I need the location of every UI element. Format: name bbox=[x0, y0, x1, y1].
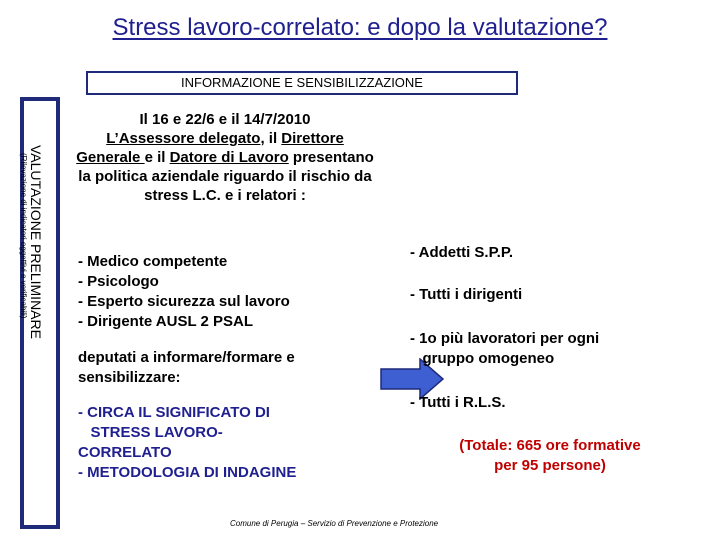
intro-paragraph bbox=[76, 110, 374, 205]
intro-text-3: e il bbox=[144, 149, 170, 166]
topics-list bbox=[78, 403, 368, 483]
total-line: per 95 persone) bbox=[494, 457, 606, 474]
recipient-line: gruppo omogeneo bbox=[410, 350, 555, 367]
footer-credit: Comune di Perugia – Servizio di Prevenzione e Protezione bbox=[230, 519, 439, 528]
recipient-item: - Tutti i dirigenti bbox=[410, 286, 523, 303]
list-item: - CIRCA IL SIGNIFICATO DI bbox=[78, 404, 270, 421]
total-line: (Totale: 665 ore formative bbox=[459, 437, 641, 454]
list-item: STRESS LAVORO- bbox=[78, 424, 223, 441]
recipient-line: - 1o più lavoratori per ogni bbox=[410, 330, 600, 347]
deputati-text: deputati a informare/formare e sensibilizzare: bbox=[78, 349, 295, 386]
recipient-item bbox=[410, 329, 599, 369]
intro-text-2: , il bbox=[260, 130, 278, 147]
intro-assessore: L’Assessore delegato bbox=[106, 130, 261, 147]
intro-direttore: Direttore Generale bbox=[76, 130, 344, 166]
total-summary bbox=[425, 436, 675, 476]
list-item: - Dirigente AUSL 2 PSAL bbox=[78, 313, 254, 330]
side-panel-label: VALUTAZIONE PRELIMINARE bbox=[28, 145, 44, 339]
intro-text-4: presentano la politica aziendale riguardo il rischio da stress L.C. e i relatori : bbox=[78, 149, 374, 204]
list-item: - Esperto sicurezza sul lavoro bbox=[78, 293, 290, 310]
intro-datore: Datore di Lavoro bbox=[169, 149, 289, 166]
recipient-item: - Tutti i R.L.S. bbox=[410, 394, 506, 411]
side-panel-sublabel: (Rilevazione di indicatori oggettivi e verificabili) bbox=[19, 153, 28, 319]
list-item: - Psicologo bbox=[78, 273, 159, 290]
page-title: Stress lavoro-correlato: e dopo la valutazione? bbox=[112, 14, 608, 41]
list-item: - METODOLOGIA DI INDAGINE bbox=[78, 464, 297, 481]
list-item: CORRELATO bbox=[78, 444, 172, 461]
recipient-item: - Addetti S.P.P. bbox=[410, 244, 514, 261]
speaker-roles-list bbox=[78, 252, 290, 332]
list-item: - Medico competente bbox=[78, 253, 228, 270]
section-header-box: INFORMAZIONE E SENSIBILIZZAZIONE bbox=[86, 71, 518, 95]
intro-dates: Il 16 e 22/6 e il 14/7/2010 bbox=[139, 111, 311, 128]
